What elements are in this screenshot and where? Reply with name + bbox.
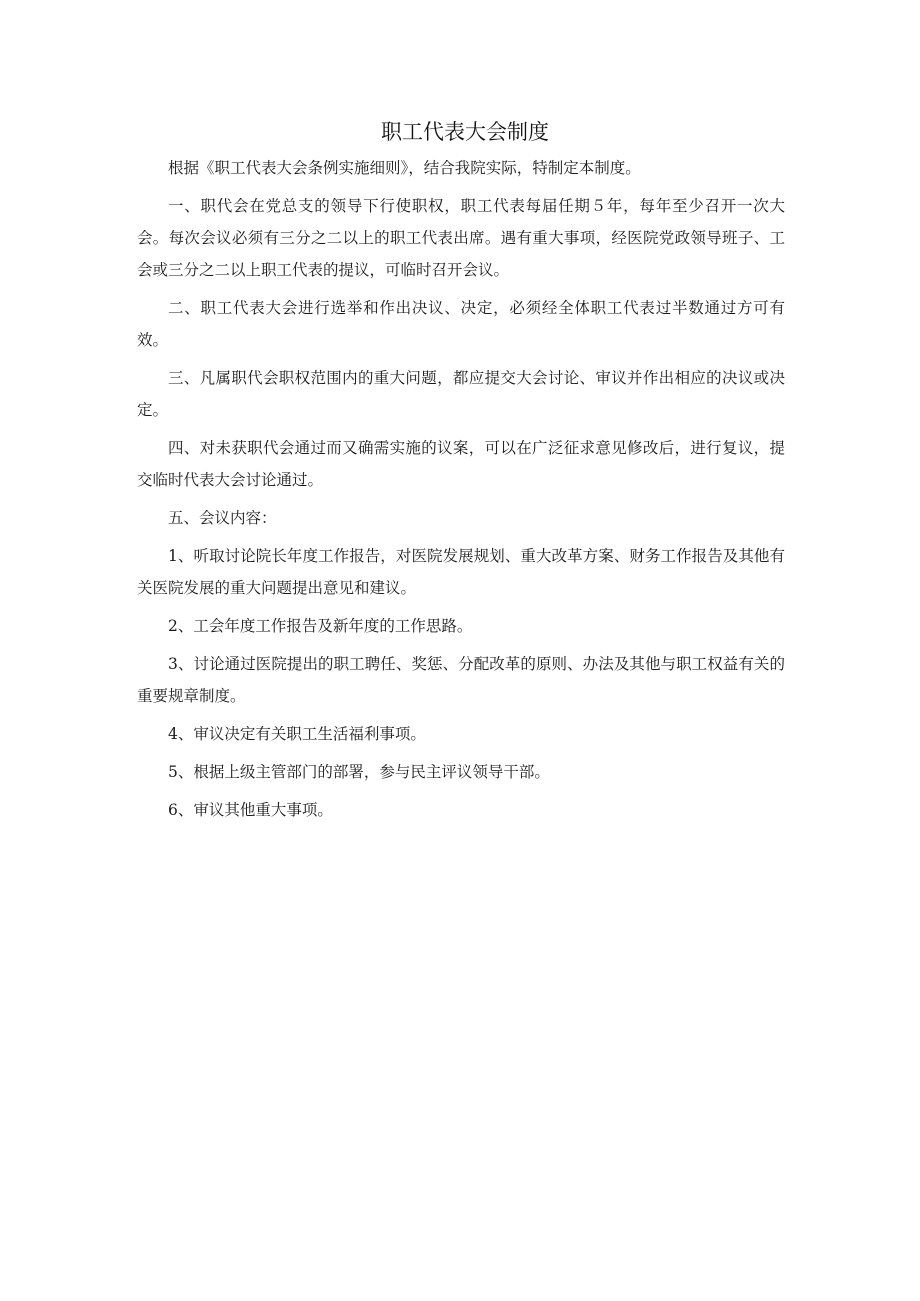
clause-2-paragraph: 二、职工代表大会进行选举和作出决议、决定，必须经全体职工代表过半数通过方可有效。 bbox=[137, 299, 785, 349]
meeting-item-3: 3、讨论通过医院提出的职工聘任、奖惩、分配改革的原则、办法及其他与职工权益有关的重要规章制度。 bbox=[137, 655, 785, 705]
meeting-item-1: 1、听取讨论院长年度工作报告，对医院发展规划、重大改革方案、财务工作报告及其他有关医院发展的重大问题提出意见和建议。 bbox=[137, 547, 785, 597]
clause-5-heading: 五、会议内容： bbox=[168, 509, 277, 527]
clause-4-paragraph: 四、对未获职代会通过而又确需实施的议案，可以在广泛征求意见修改后，进行复议，提交临时代表大会讨论通过。 bbox=[137, 439, 785, 489]
clause-3-paragraph: 三、凡属职代会职权范围内的重大问题，都应提交大会讨论、审议并作出相应的决议或决定。 bbox=[137, 369, 785, 419]
meeting-item-2: 2、工会年度工作报告及新年度的工作思路。 bbox=[168, 617, 473, 635]
document-title: 职工代表大会制度 bbox=[381, 120, 549, 144]
intro-paragraph: 根据《职工代表大会条例实施细则》，结合我院实际，特制定本制度。 bbox=[168, 159, 641, 177]
clause-1-paragraph: 一、职代会在党总支的领导下行使职权，职工代表每届任期５年，每年至少召开一次大会。每次会议必须有三分之二以上的职工代表出席。遇有重大事项，经医院党政领导班子、工会或三分之二以上职工代表的提议，可临时召开会议。 bbox=[137, 197, 785, 279]
meeting-item-5: 5、根据上级主管部门的部署，参与民主评议领导干部。 bbox=[168, 763, 550, 781]
meeting-item-6: 6、审议其他重大事项。 bbox=[168, 801, 333, 819]
document-body bbox=[137, 118, 785, 832]
meeting-item-4: 4、审议决定有关职工生活福利事项。 bbox=[168, 725, 426, 743]
